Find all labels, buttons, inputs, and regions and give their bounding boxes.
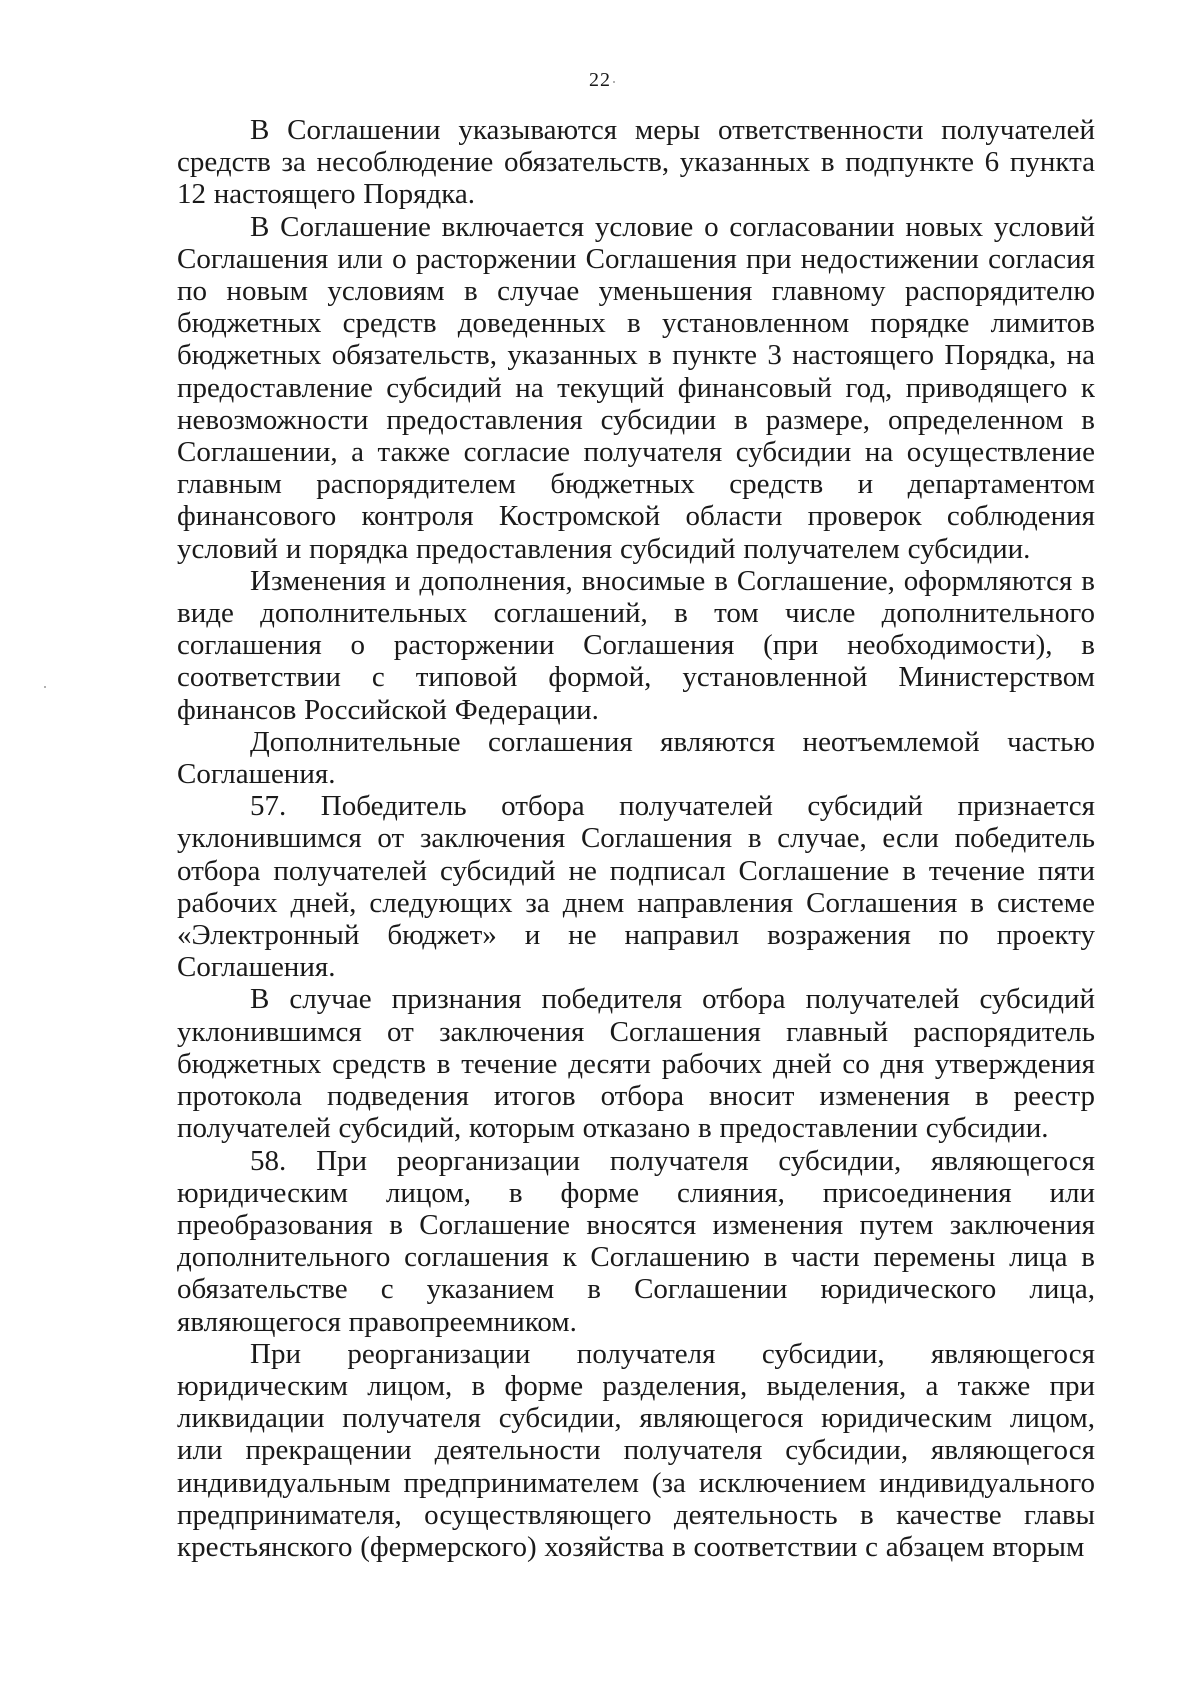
- paragraph-evasion-registry: В случае признания победителя отбора получателей субсидий уклонившимся от заключения Соглашения главный распорядитель бюджетных средств в течение десяти рабочих дней со дня утверждения протокола подведения итогов отбора вносит изменения в реестр получателей субсидий, которым отказано в предоставлении субсидии.: [177, 983, 1095, 1145]
- scan-speck: [44, 686, 46, 688]
- paragraph-reorganization-division: При реорганизации получателя субсидии, являющегося юридическим лицом, в форме разделения, выделения, а также при ликвидации получателя субсидии, являющегося юридическим лицом, или прекращении деятельности получателя субсидии, являющегося индивидуальным предпринимателем (за исключением индивидуального предпринимателя, осуществляющего деятельность в качестве главы крестьянского (фермерского) хозяйства в соответствии с абзацем вторым: [177, 1337, 1095, 1563]
- paragraph-amendments: Изменения и дополнения, вносимые в Соглашение, оформляются в виде дополнительных соглашений, в том числе дополнительного соглашения о расторжении Соглашения (при необходимости), в соответствии с типовой формой, установленной Министерством финансов Российской Федерации.: [177, 564, 1095, 726]
- paragraph-responsibility-measures: В Соглашении указываются меры ответственности получателей средств за несоблюдение обязательств, указанных в подпункте 6 пункта 12 настоящего Порядка.: [177, 114, 1095, 211]
- document-body: [177, 114, 1095, 1563]
- paragraph-new-conditions: В Соглашение включается условие о согласовании новых условий Соглашения или о расторжении Соглашения при недостижении согласия по новым условиям в случае уменьшения главному распорядителю бюджетных средств доведенных в установленном порядке лимитов бюджетных обязательств, указанных в пункте 3 настоящего Порядка, на предоставление субсидий на текущий финансовый год, приводящего к невозможности предоставления субсидии в размере, определенном в Соглашении, а также согласие получателя субсидии на осуществление главным распорядителем бюджетных средств и департаментом финансового контроля Костромской области проверок соблюдения условий и порядка предоставления субсидий получателем субсидии.: [177, 210, 1095, 565]
- paragraph-item-58: 58. При реорганизации получателя субсидии, являющегося юридическим лицом, в форме слияния, присоединения или преобразования в Соглашение вносятся изменения путем заключения дополнительного соглашения к Соглашению в части перемены лица в обязательстве с указанием в Соглашении юридического лица, являющегося правопреемником.: [177, 1144, 1095, 1338]
- scan-speck: [613, 81, 615, 83]
- paragraph-additional-agreements: Дополнительные соглашения являются неотъемлемой частью Соглашения.: [177, 725, 1095, 791]
- page-number: 22: [589, 69, 611, 91]
- paragraph-item-57: 57. Победитель отбора получателей субсидий признается уклонившимся от заключения Соглашения в случае, если победитель отбора получателей субсидий не подписал Соглашение в течение пяти рабочих дней, следующих за днем направления Соглашения в системе «Электронный бюджет» и не направил возражения по проекту Соглашения.: [177, 790, 1095, 984]
